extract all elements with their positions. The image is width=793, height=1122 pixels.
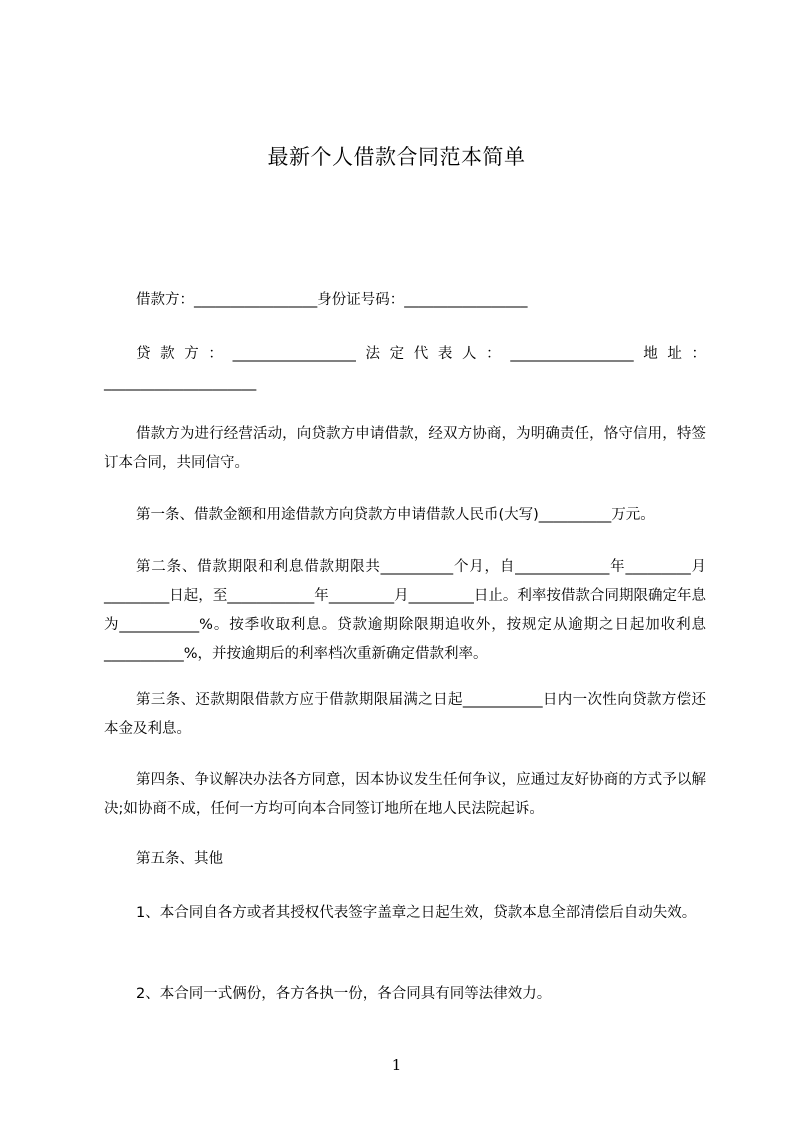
article-3: 第三条、还款期限借款方应于借款期限届满之日起___________日内一次性向贷款方偿还本金及利息。 xyxy=(104,692,706,737)
article-2: 第二条、借款期限和利息借款期限共__________个月，自_____________年_________月_________日起，至____________年_________月_________日止。利率按借款合同期限确定年息为___________%。按季收取利息。贷款逾期除限期追收外，按规定从逾期之日起加收利息___________%，并按逾期后的利率档次重新确定借款利率。 xyxy=(104,559,706,662)
lender-line: 贷款方：_________________法定代表人：_________________地址：_____________________ xyxy=(104,346,706,391)
article-4: 第四条、争议解决办法各方同意，因本协议发生任何争议，应通过友好协商的方式予以解决;如协商不成，任何一方均可向本合同签订地所在地人民法院起诉。 xyxy=(104,772,706,817)
article-5-item-1: 1、本合同自各方或者其授权代表签字盖章之日起生效，贷款本息全部清偿后自动失效。 xyxy=(136,905,697,921)
article-5-item-2: 2、本合同一式俩份，各方各执一份，各合同具有同等法律效力。 xyxy=(136,986,552,1002)
document-title: 最新个人借款合同范本简单 xyxy=(267,145,526,169)
article-1: 第一条、借款金额和用途借款方向贷款方申请借款人民币(大写)__________万元。 xyxy=(136,507,655,523)
article-5-heading: 第五条、其他 xyxy=(136,851,223,867)
page-number: 1 xyxy=(391,1056,402,1074)
borrower-line: 借款方：_________________身份证号码：_________________ xyxy=(136,292,528,308)
preamble-paragraph: 借款方为进行经营活动，向贷款方申请借款，经双方协商，为明确责任，恪守信用，特签订本合同，共同信守。 xyxy=(104,426,706,471)
